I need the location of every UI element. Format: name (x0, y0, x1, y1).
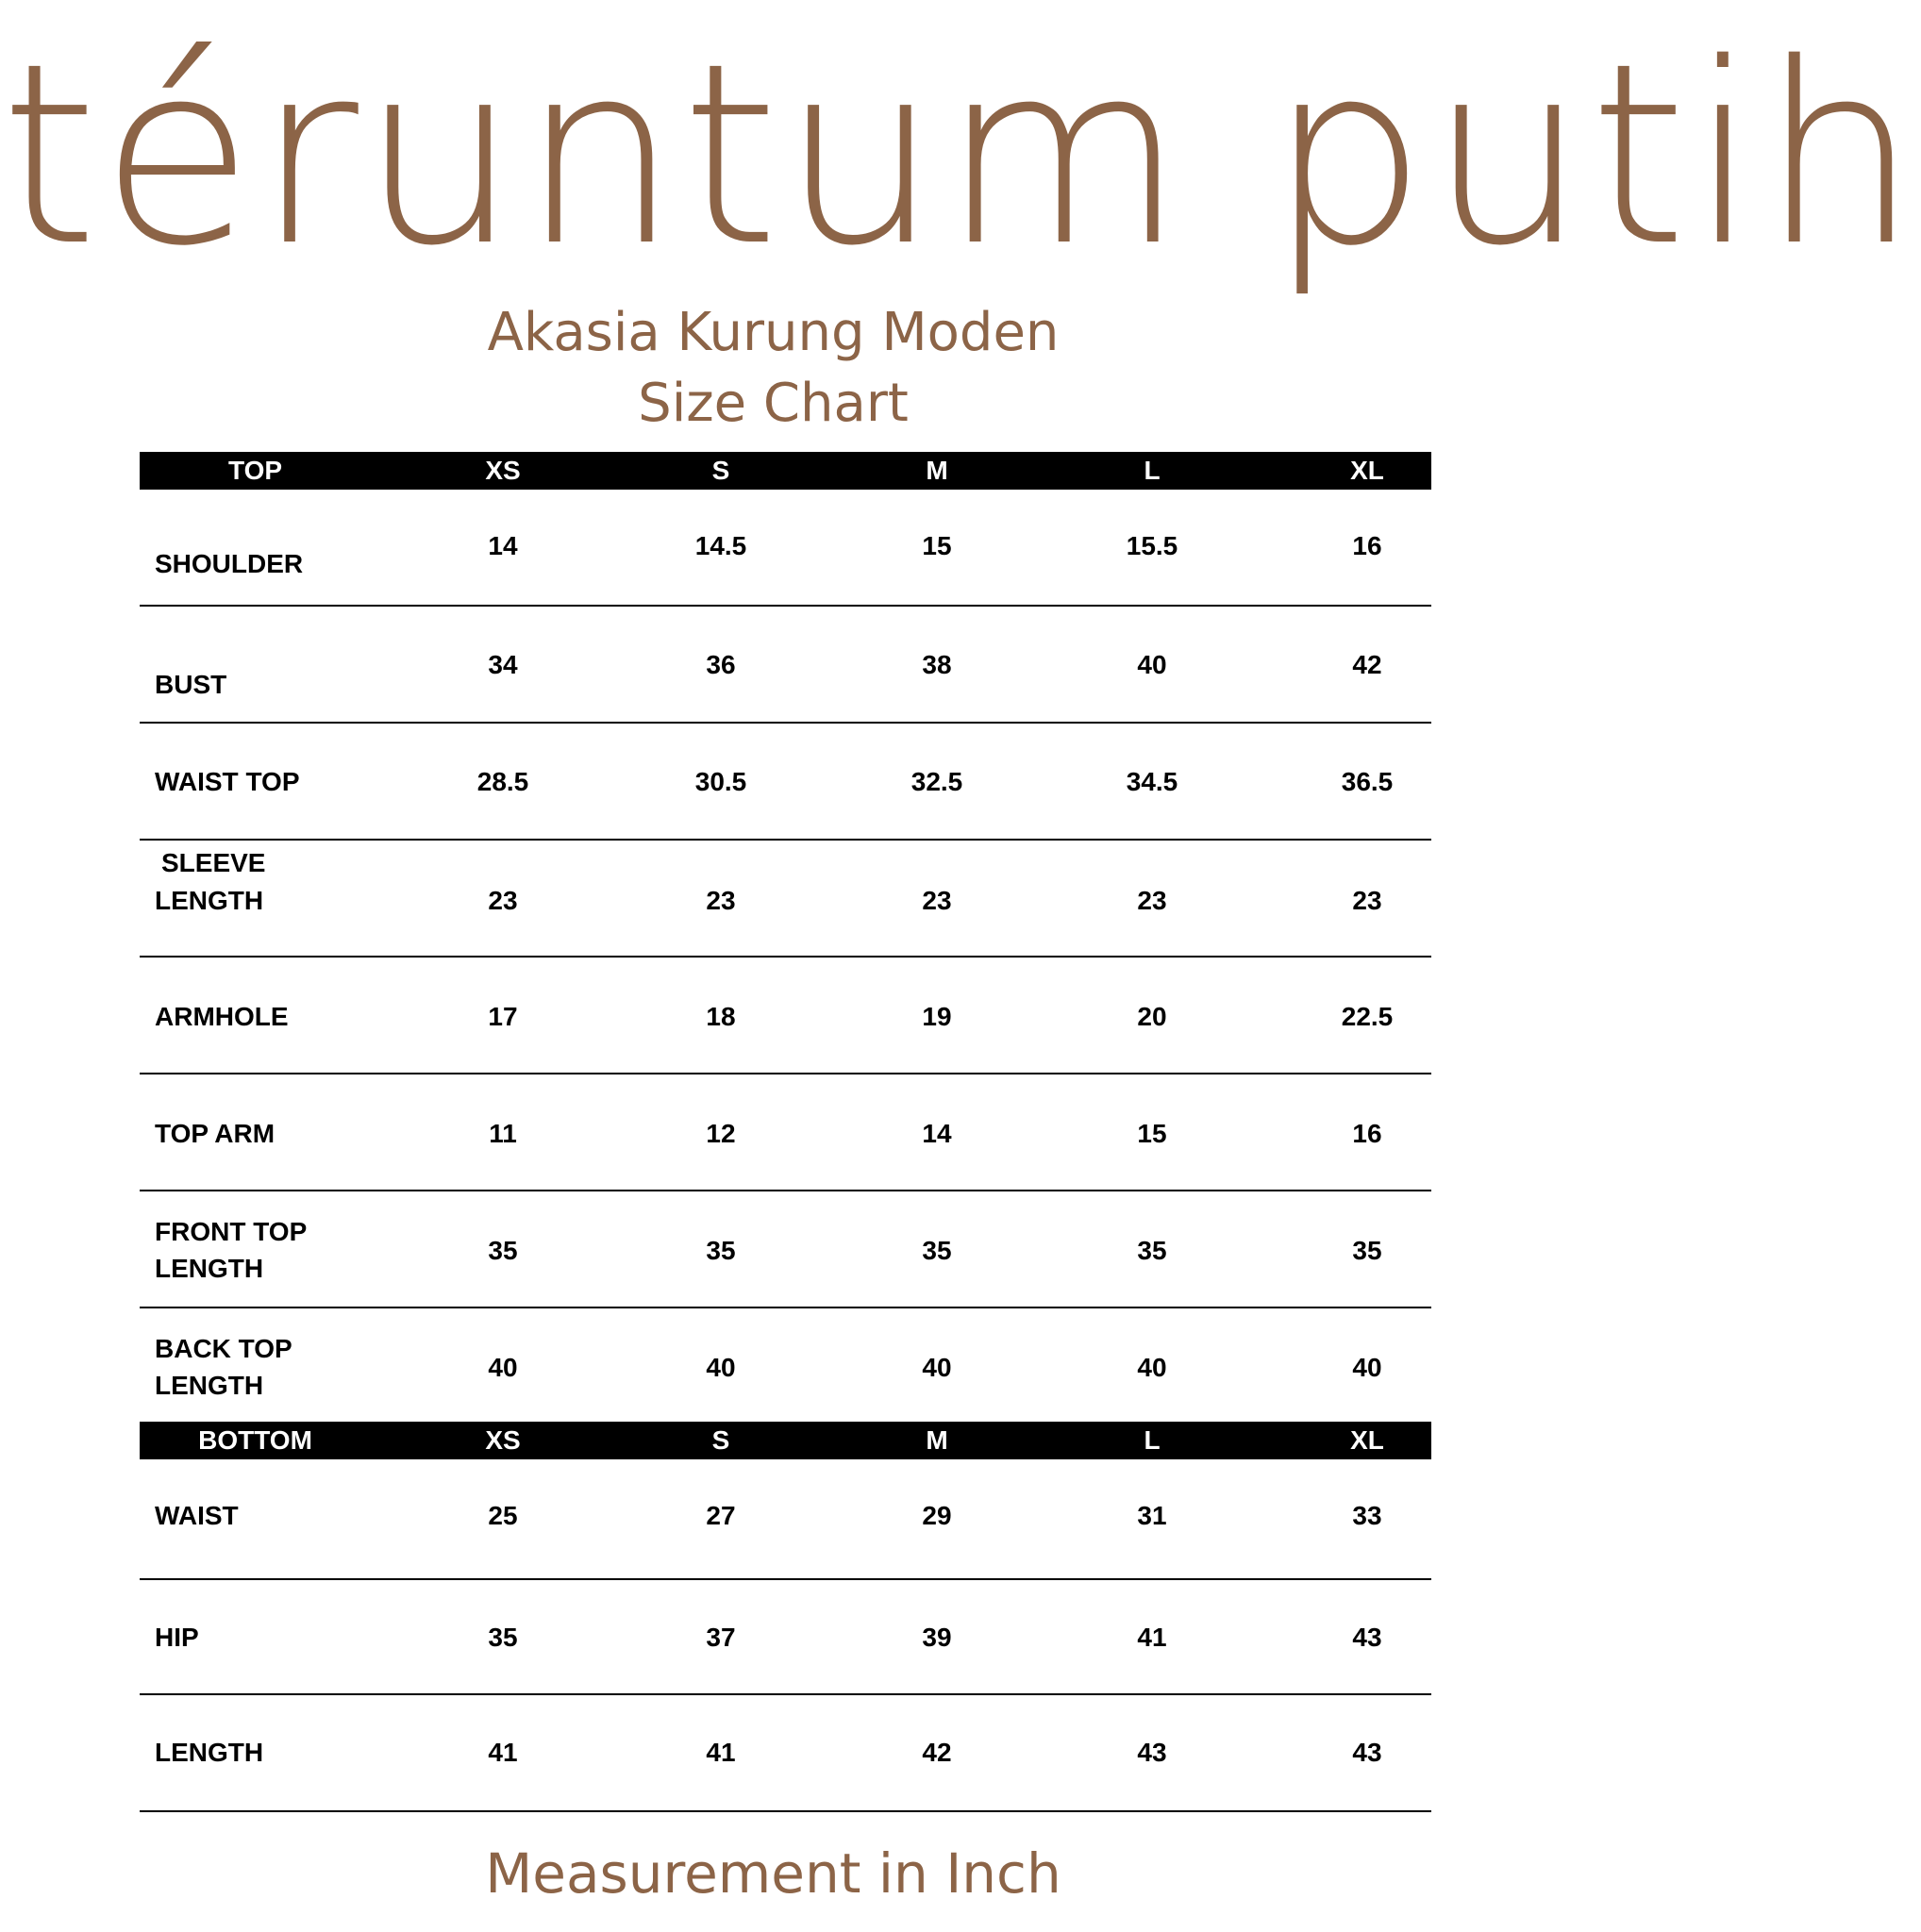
value-cell: 34 (488, 650, 518, 679)
value-cell: 20 (1137, 1002, 1167, 1031)
table-row (140, 490, 1431, 607)
value-cell: 35 (1137, 1236, 1167, 1265)
value-cell: 37 (706, 1623, 736, 1652)
value-cell: 38 (922, 650, 952, 679)
value-cell: 15 (1137, 1119, 1167, 1148)
value-cell: 35 (488, 1623, 518, 1652)
table-row (140, 1580, 1431, 1695)
header-l: L (1144, 1425, 1161, 1455)
row-label: LENGTH (155, 1738, 264, 1767)
value-cell: 35 (488, 1236, 518, 1265)
row-label-line2: LENGTH (155, 1254, 264, 1283)
value-cell: 28.5 (476, 767, 529, 796)
row-label-line2: LENGTH (155, 1371, 264, 1400)
value-cell: 35 (1352, 1236, 1382, 1265)
row-label-line2: LENGTH (155, 886, 264, 915)
value-cell: 27 (706, 1501, 736, 1530)
value-cell: 25 (488, 1501, 518, 1530)
table-row (140, 1459, 1431, 1580)
value-cell: 12 (706, 1119, 736, 1148)
table-row (140, 841, 1431, 958)
value-cell: 43 (1352, 1738, 1382, 1767)
value-cell: 15.5 (1126, 531, 1178, 560)
value-cell: 14.5 (694, 531, 747, 560)
value-cell: 22.5 (1341, 1002, 1394, 1031)
value-cell: 23 (1137, 886, 1167, 915)
value-cell: 30.5 (694, 767, 747, 796)
brand-logo: téruntum putih (0, 10, 1921, 301)
bottom-header-row (140, 1422, 1431, 1459)
header-l: L (1144, 456, 1161, 485)
value-cell: 29 (922, 1501, 952, 1530)
value-cell: 15 (922, 531, 952, 560)
header-label: BOTTOM (198, 1425, 312, 1455)
row-label: SLEEVE (161, 848, 266, 877)
value-cell: 40 (488, 1353, 518, 1382)
value-cell: 19 (922, 1002, 952, 1031)
value-cell: 43 (1137, 1738, 1167, 1767)
value-cell: 40 (1137, 1353, 1167, 1382)
value-cell: 42 (922, 1738, 952, 1767)
value-cell: 14 (488, 531, 518, 560)
value-cell: 39 (922, 1623, 952, 1652)
value-cell: 31 (1137, 1501, 1167, 1530)
value-cell: 23 (488, 886, 518, 915)
row-label: SHOULDER (155, 549, 304, 578)
value-cell: 35 (922, 1236, 952, 1265)
value-cell: 23 (1352, 886, 1382, 915)
top-header-row (140, 452, 1431, 490)
header-xl: XL (1350, 456, 1384, 485)
header-m: M (926, 1425, 948, 1455)
table-row (140, 1191, 1431, 1308)
value-cell: 32.5 (910, 767, 963, 796)
table-row (140, 724, 1431, 841)
header-xs: XS (485, 1425, 521, 1455)
table-row (140, 607, 1431, 724)
row-label: HIP (155, 1623, 199, 1652)
value-cell: 33 (1352, 1501, 1382, 1530)
value-cell: 40 (1352, 1353, 1382, 1382)
size-chart-table (140, 452, 1431, 1812)
value-cell: 16 (1352, 531, 1382, 560)
table-row (140, 958, 1431, 1074)
value-cell: 41 (488, 1738, 518, 1767)
value-cell: 42 (1352, 650, 1382, 679)
table-row (140, 1308, 1431, 1422)
value-cell: 23 (706, 886, 736, 915)
row-label: BACK TOP (155, 1334, 292, 1363)
value-cell: 18 (706, 1002, 736, 1031)
value-cell: 43 (1352, 1623, 1382, 1652)
product-title: Akasia Kurung Moden (487, 302, 1060, 363)
table-row (140, 1074, 1431, 1191)
row-label: WAIST (155, 1501, 239, 1530)
value-cell: 41 (706, 1738, 736, 1767)
value-cell: 34.5 (1126, 767, 1178, 796)
table-row (140, 1695, 1431, 1812)
value-cell: 17 (488, 1002, 518, 1031)
row-label: TOP ARM (155, 1119, 276, 1148)
chart-title: Size Chart (638, 373, 909, 434)
value-cell: 16 (1352, 1119, 1382, 1148)
value-cell: 35 (706, 1236, 736, 1265)
value-cell: 40 (922, 1353, 952, 1382)
value-cell: 40 (706, 1353, 736, 1382)
value-cell: 23 (922, 886, 952, 915)
value-cell: 36 (706, 650, 736, 679)
value-cell: 14 (922, 1119, 952, 1148)
row-label: BUST (155, 670, 227, 699)
header-m: M (926, 456, 948, 485)
header-xl: XL (1350, 1425, 1384, 1455)
value-cell: 40 (1137, 650, 1167, 679)
row-label: ARMHOLE (155, 1002, 289, 1031)
header-s: S (711, 456, 730, 485)
measurement-note: Measurement in Inch (485, 1841, 1061, 1906)
header-label: TOP (227, 456, 283, 485)
value-cell: 36.5 (1341, 767, 1394, 796)
header-s: S (711, 1425, 730, 1455)
row-label: FRONT TOP (155, 1217, 308, 1246)
value-cell: 11 (489, 1119, 517, 1148)
value-cell: 41 (1137, 1623, 1167, 1652)
header-xs: XS (485, 456, 521, 485)
row-label: WAIST TOP (155, 767, 300, 796)
